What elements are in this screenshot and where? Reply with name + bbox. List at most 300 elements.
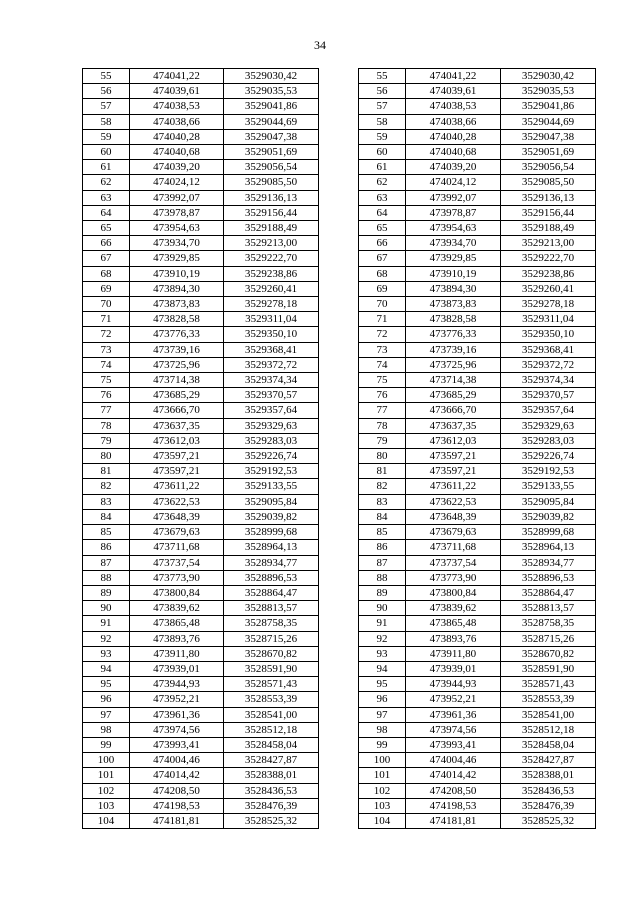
y-coordinate-cell: 3529370,57 (224, 388, 319, 403)
y-coordinate-cell: 3529372,72 (224, 357, 319, 372)
x-coordinate-cell: 474040,68 (130, 145, 224, 160)
y-coordinate-cell: 3528427,87 (501, 753, 596, 768)
point-number-cell: 102 (83, 783, 130, 798)
x-coordinate-cell: 473839,62 (130, 601, 224, 616)
point-number-cell: 99 (359, 737, 406, 752)
table-row (83, 616, 319, 631)
point-number-cell: 90 (359, 601, 406, 616)
x-coordinate-cell: 473961,36 (130, 707, 224, 722)
point-number-cell: 90 (83, 601, 130, 616)
y-coordinate-cell: 3529039,82 (224, 509, 319, 524)
y-coordinate-cell: 3528864,47 (501, 585, 596, 600)
point-number-cell: 67 (359, 251, 406, 266)
table-row (359, 145, 596, 160)
x-coordinate-cell: 473711,68 (406, 540, 501, 555)
y-coordinate-cell: 3529051,69 (501, 145, 596, 160)
y-coordinate-cell: 3529136,13 (224, 190, 319, 205)
point-number-cell: 88 (359, 570, 406, 585)
point-number-cell: 59 (83, 129, 130, 144)
y-coordinate-cell: 3528813,57 (501, 601, 596, 616)
point-number-cell: 101 (359, 768, 406, 783)
table-row (359, 297, 596, 312)
x-coordinate-cell: 473739,16 (406, 342, 501, 357)
table-row (83, 464, 319, 479)
point-number-cell: 103 (83, 798, 130, 813)
point-number-cell: 79 (359, 433, 406, 448)
y-coordinate-cell: 3529350,10 (224, 327, 319, 342)
point-number-cell: 103 (359, 798, 406, 813)
point-number-cell: 61 (359, 160, 406, 175)
y-coordinate-cell: 3529260,41 (224, 281, 319, 296)
table-row (359, 616, 596, 631)
table-row (359, 570, 596, 585)
table-row (359, 464, 596, 479)
x-coordinate-cell: 473911,80 (406, 646, 501, 661)
point-number-cell: 69 (83, 281, 130, 296)
y-coordinate-cell: 3529085,50 (501, 175, 596, 190)
point-number-cell: 63 (83, 190, 130, 205)
x-coordinate-cell: 474039,20 (406, 160, 501, 175)
x-coordinate-cell: 473944,93 (130, 677, 224, 692)
y-coordinate-cell: 3528541,00 (224, 707, 319, 722)
table-row (83, 160, 319, 175)
y-coordinate-cell: 3528476,39 (501, 798, 596, 813)
point-number-cell: 88 (83, 570, 130, 585)
x-coordinate-cell: 474208,50 (406, 783, 501, 798)
table-row (359, 646, 596, 661)
y-coordinate-cell: 3529133,55 (224, 479, 319, 494)
point-number-cell: 86 (83, 540, 130, 555)
point-number-cell: 93 (83, 646, 130, 661)
x-coordinate-cell: 474198,53 (130, 798, 224, 813)
table-row (83, 297, 319, 312)
point-number-cell: 58 (359, 114, 406, 129)
table-row (359, 205, 596, 220)
table-row (83, 175, 319, 190)
point-number-cell: 97 (83, 707, 130, 722)
y-coordinate-cell: 3529044,69 (501, 114, 596, 129)
y-coordinate-cell: 3528436,53 (501, 783, 596, 798)
y-coordinate-cell: 3528458,04 (224, 737, 319, 752)
x-coordinate-cell: 473622,53 (130, 494, 224, 509)
point-number-cell: 81 (83, 464, 130, 479)
x-coordinate-cell: 474004,46 (130, 753, 224, 768)
x-coordinate-cell: 473648,39 (130, 509, 224, 524)
table-row (359, 114, 596, 129)
table-row (83, 281, 319, 296)
x-coordinate-cell: 474040,28 (130, 129, 224, 144)
table-row (359, 99, 596, 114)
x-coordinate-cell: 473800,84 (130, 585, 224, 600)
table-row (83, 631, 319, 646)
x-coordinate-cell: 473773,90 (406, 570, 501, 585)
table-row (359, 753, 596, 768)
y-coordinate-cell: 3529035,53 (501, 84, 596, 99)
point-number-cell: 75 (359, 373, 406, 388)
y-coordinate-cell: 3528934,77 (224, 555, 319, 570)
x-coordinate-cell: 474024,12 (130, 175, 224, 190)
point-number-cell: 74 (83, 357, 130, 372)
table-row (83, 722, 319, 737)
table-row (359, 266, 596, 281)
x-coordinate-cell: 473992,07 (406, 190, 501, 205)
point-number-cell: 82 (359, 479, 406, 494)
table-row (83, 433, 319, 448)
y-coordinate-cell: 3528388,01 (224, 768, 319, 783)
table-row (83, 114, 319, 129)
y-coordinate-cell: 3529095,84 (224, 494, 319, 509)
y-coordinate-cell: 3528670,82 (501, 646, 596, 661)
x-coordinate-cell: 473666,70 (406, 403, 501, 418)
x-coordinate-cell: 473952,21 (406, 692, 501, 707)
y-coordinate-cell: 3529368,41 (224, 342, 319, 357)
table-row (359, 221, 596, 236)
x-coordinate-cell: 473934,70 (130, 236, 224, 251)
table-row (359, 798, 596, 813)
y-coordinate-cell: 3529085,50 (224, 175, 319, 190)
y-coordinate-cell: 3529260,41 (501, 281, 596, 296)
x-coordinate-cell: 474040,68 (406, 145, 501, 160)
y-coordinate-cell: 3529213,00 (501, 236, 596, 251)
y-coordinate-cell: 3529188,49 (224, 221, 319, 236)
point-number-cell: 56 (359, 84, 406, 99)
table-row (83, 570, 319, 585)
y-coordinate-cell: 3528591,90 (224, 661, 319, 676)
y-coordinate-cell: 3529030,42 (501, 69, 596, 84)
x-coordinate-cell: 473954,63 (130, 221, 224, 236)
y-coordinate-cell: 3529283,03 (224, 433, 319, 448)
x-coordinate-cell: 473685,29 (130, 388, 224, 403)
x-coordinate-cell: 474041,22 (406, 69, 501, 84)
point-number-cell: 98 (83, 722, 130, 737)
x-coordinate-cell: 473873,83 (406, 297, 501, 312)
table-row (359, 585, 596, 600)
table-row (83, 479, 319, 494)
x-coordinate-cell: 474024,12 (406, 175, 501, 190)
x-coordinate-cell: 473597,21 (130, 464, 224, 479)
y-coordinate-cell: 3529056,54 (224, 160, 319, 175)
point-number-cell: 89 (83, 585, 130, 600)
point-number-cell: 67 (83, 251, 130, 266)
table-row (83, 540, 319, 555)
point-number-cell: 87 (83, 555, 130, 570)
y-coordinate-cell: 3529035,53 (224, 84, 319, 99)
y-coordinate-cell: 3529283,03 (501, 433, 596, 448)
table-row (83, 646, 319, 661)
point-number-cell: 60 (359, 145, 406, 160)
table-row (359, 783, 596, 798)
x-coordinate-cell: 473934,70 (406, 236, 501, 251)
point-number-cell: 80 (83, 449, 130, 464)
x-coordinate-cell: 473611,22 (130, 479, 224, 494)
point-number-cell: 98 (359, 722, 406, 737)
x-coordinate-cell: 473828,58 (406, 312, 501, 327)
point-number-cell: 57 (359, 99, 406, 114)
table-row (83, 69, 319, 84)
table-row (359, 403, 596, 418)
table-row (83, 205, 319, 220)
x-coordinate-cell: 473776,33 (406, 327, 501, 342)
coordinates-table-left-body (83, 69, 319, 829)
y-coordinate-cell: 3529329,63 (501, 418, 596, 433)
y-coordinate-cell: 3528553,39 (501, 692, 596, 707)
point-number-cell: 93 (359, 646, 406, 661)
point-number-cell: 70 (83, 297, 130, 312)
point-number-cell: 68 (83, 266, 130, 281)
x-coordinate-cell: 473992,07 (130, 190, 224, 205)
x-coordinate-cell: 473637,35 (406, 418, 501, 433)
table-row (83, 707, 319, 722)
table-row (83, 555, 319, 570)
y-coordinate-cell: 3529350,10 (501, 327, 596, 342)
x-coordinate-cell: 473961,36 (406, 707, 501, 722)
x-coordinate-cell: 473648,39 (406, 509, 501, 524)
x-coordinate-cell: 473597,21 (130, 449, 224, 464)
table-row (83, 525, 319, 540)
table-row (83, 677, 319, 692)
table-row (83, 813, 319, 828)
point-number-cell: 65 (83, 221, 130, 236)
y-coordinate-cell: 3528476,39 (224, 798, 319, 813)
table-row (359, 433, 596, 448)
table-row (359, 707, 596, 722)
table-row (83, 373, 319, 388)
x-coordinate-cell: 473739,16 (130, 342, 224, 357)
x-coordinate-cell: 473865,48 (130, 616, 224, 631)
x-coordinate-cell: 474039,61 (406, 84, 501, 99)
x-coordinate-cell: 473800,84 (406, 585, 501, 600)
table-row (359, 525, 596, 540)
table-row (359, 768, 596, 783)
point-number-cell: 65 (359, 221, 406, 236)
y-coordinate-cell: 3528715,26 (224, 631, 319, 646)
y-coordinate-cell: 3528458,04 (501, 737, 596, 752)
point-number-cell: 60 (83, 145, 130, 160)
y-coordinate-cell: 3528999,68 (501, 525, 596, 540)
y-coordinate-cell: 3528896,53 (224, 570, 319, 585)
table-row (83, 753, 319, 768)
y-coordinate-cell: 3528541,00 (501, 707, 596, 722)
x-coordinate-cell: 473910,19 (130, 266, 224, 281)
x-coordinate-cell: 474208,50 (130, 783, 224, 798)
y-coordinate-cell: 3529238,86 (224, 266, 319, 281)
point-number-cell: 91 (359, 616, 406, 631)
point-number-cell: 100 (83, 753, 130, 768)
x-coordinate-cell: 473873,83 (130, 297, 224, 312)
point-number-cell: 97 (359, 707, 406, 722)
y-coordinate-cell: 3529311,04 (224, 312, 319, 327)
y-coordinate-cell: 3529156,44 (224, 205, 319, 220)
x-coordinate-cell: 473714,38 (130, 373, 224, 388)
y-coordinate-cell: 3528591,90 (501, 661, 596, 676)
y-coordinate-cell: 3529222,70 (501, 251, 596, 266)
y-coordinate-cell: 3529329,63 (224, 418, 319, 433)
point-number-cell: 96 (359, 692, 406, 707)
point-number-cell: 59 (359, 129, 406, 144)
point-number-cell: 84 (359, 509, 406, 524)
x-coordinate-cell: 474040,28 (406, 129, 501, 144)
table-row (83, 388, 319, 403)
table-row (359, 236, 596, 251)
point-number-cell: 55 (359, 69, 406, 84)
y-coordinate-cell: 3528999,68 (224, 525, 319, 540)
point-number-cell: 91 (83, 616, 130, 631)
table-row (83, 509, 319, 524)
x-coordinate-cell: 473865,48 (406, 616, 501, 631)
table-row (359, 540, 596, 555)
table-row (359, 129, 596, 144)
table-row (83, 221, 319, 236)
point-number-cell: 55 (83, 69, 130, 84)
y-coordinate-cell: 3529047,38 (224, 129, 319, 144)
table-row (83, 236, 319, 251)
y-coordinate-cell: 3529041,86 (224, 99, 319, 114)
table-row (359, 69, 596, 84)
table-row (359, 631, 596, 646)
table-row (359, 737, 596, 752)
point-number-cell: 104 (83, 813, 130, 828)
x-coordinate-cell: 473974,56 (130, 722, 224, 737)
point-number-cell: 100 (359, 753, 406, 768)
y-coordinate-cell: 3529374,34 (224, 373, 319, 388)
point-number-cell: 64 (83, 205, 130, 220)
y-coordinate-cell: 3529278,18 (224, 297, 319, 312)
y-coordinate-cell: 3529051,69 (224, 145, 319, 160)
x-coordinate-cell: 473612,03 (406, 433, 501, 448)
point-number-cell: 72 (359, 327, 406, 342)
y-coordinate-cell: 3529044,69 (224, 114, 319, 129)
table-row (359, 449, 596, 464)
x-coordinate-cell: 473737,54 (130, 555, 224, 570)
y-coordinate-cell: 3528813,57 (224, 601, 319, 616)
x-coordinate-cell: 473839,62 (406, 601, 501, 616)
table-row (359, 281, 596, 296)
x-coordinate-cell: 473894,30 (406, 281, 501, 296)
point-number-cell: 70 (359, 297, 406, 312)
table-row (359, 251, 596, 266)
table-row (83, 601, 319, 616)
x-coordinate-cell: 473978,87 (130, 205, 224, 220)
x-coordinate-cell: 473622,53 (406, 494, 501, 509)
x-coordinate-cell: 473637,35 (130, 418, 224, 433)
y-coordinate-cell: 3528934,77 (501, 555, 596, 570)
y-coordinate-cell: 3529039,82 (501, 509, 596, 524)
y-coordinate-cell: 3528864,47 (224, 585, 319, 600)
table-row (359, 342, 596, 357)
coordinates-table-right-body (359, 69, 596, 829)
point-number-cell: 77 (359, 403, 406, 418)
y-coordinate-cell: 3528525,32 (224, 813, 319, 828)
x-coordinate-cell: 473893,76 (130, 631, 224, 646)
x-coordinate-cell: 473911,80 (130, 646, 224, 661)
x-coordinate-cell: 473725,96 (406, 357, 501, 372)
y-coordinate-cell: 3529374,34 (501, 373, 596, 388)
point-number-cell: 69 (359, 281, 406, 296)
point-number-cell: 87 (359, 555, 406, 570)
point-number-cell: 64 (359, 205, 406, 220)
x-coordinate-cell: 473711,68 (130, 540, 224, 555)
x-coordinate-cell: 473910,19 (406, 266, 501, 281)
point-number-cell: 73 (83, 342, 130, 357)
x-coordinate-cell: 473828,58 (130, 312, 224, 327)
x-coordinate-cell: 473929,85 (406, 251, 501, 266)
table-row (359, 357, 596, 372)
y-coordinate-cell: 3529222,70 (224, 251, 319, 266)
x-coordinate-cell: 473612,03 (130, 433, 224, 448)
y-coordinate-cell: 3528670,82 (224, 646, 319, 661)
y-coordinate-cell: 3529192,53 (501, 464, 596, 479)
table-row (83, 99, 319, 114)
table-row (83, 342, 319, 357)
table-row (83, 312, 319, 327)
point-number-cell: 77 (83, 403, 130, 418)
x-coordinate-cell: 473939,01 (130, 661, 224, 676)
page-number: 34 (314, 38, 326, 52)
x-coordinate-cell: 474038,66 (130, 114, 224, 129)
table-row (359, 555, 596, 570)
y-coordinate-cell: 3528758,35 (501, 616, 596, 631)
point-number-cell: 73 (359, 342, 406, 357)
table-row (83, 692, 319, 707)
table-row (83, 768, 319, 783)
x-coordinate-cell: 473611,22 (406, 479, 501, 494)
point-number-cell: 72 (83, 327, 130, 342)
coordinates-table-left (82, 68, 319, 829)
table-row (359, 175, 596, 190)
table-row (83, 798, 319, 813)
table-row (83, 251, 319, 266)
x-coordinate-cell: 474198,53 (406, 798, 501, 813)
point-number-cell: 78 (83, 418, 130, 433)
x-coordinate-cell: 473893,76 (406, 631, 501, 646)
y-coordinate-cell: 3529188,49 (501, 221, 596, 236)
y-coordinate-cell: 3528896,53 (501, 570, 596, 585)
x-coordinate-cell: 474004,46 (406, 753, 501, 768)
x-coordinate-cell: 473597,21 (406, 449, 501, 464)
x-coordinate-cell: 473978,87 (406, 205, 501, 220)
point-number-cell: 76 (83, 388, 130, 403)
table-row (83, 783, 319, 798)
point-number-cell: 94 (83, 661, 130, 676)
table-row (359, 312, 596, 327)
table-row (359, 722, 596, 737)
table-row (359, 327, 596, 342)
x-coordinate-cell: 473773,90 (130, 570, 224, 585)
y-coordinate-cell: 3529238,86 (501, 266, 596, 281)
table-row (359, 373, 596, 388)
y-coordinate-cell: 3528758,35 (224, 616, 319, 631)
y-coordinate-cell: 3528525,32 (501, 813, 596, 828)
table-row (359, 160, 596, 175)
x-coordinate-cell: 473685,29 (406, 388, 501, 403)
table-row (359, 692, 596, 707)
point-number-cell: 89 (359, 585, 406, 600)
x-coordinate-cell: 473737,54 (406, 555, 501, 570)
point-number-cell: 75 (83, 373, 130, 388)
point-number-cell: 84 (83, 509, 130, 524)
y-coordinate-cell: 3529357,64 (501, 403, 596, 418)
table-row (83, 266, 319, 281)
y-coordinate-cell: 3529095,84 (501, 494, 596, 509)
x-coordinate-cell: 474039,61 (130, 84, 224, 99)
point-number-cell: 85 (83, 525, 130, 540)
table-row (359, 494, 596, 509)
y-coordinate-cell: 3528512,18 (224, 722, 319, 737)
y-coordinate-cell: 3529047,38 (501, 129, 596, 144)
point-number-cell: 66 (83, 236, 130, 251)
point-number-cell: 78 (359, 418, 406, 433)
table-row (83, 585, 319, 600)
